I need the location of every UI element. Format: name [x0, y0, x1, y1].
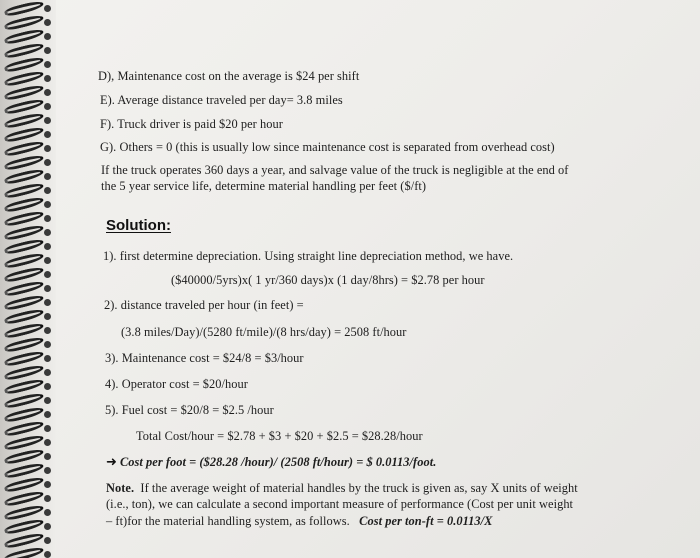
binding-hole: [44, 397, 51, 404]
cost-per-ton-ft: Cost per ton-ft = 0.0113/X: [359, 514, 493, 528]
binding-hole: [44, 439, 51, 446]
binding-hole: [44, 341, 51, 348]
given-d: D), Maintenance cost on the average is $24 per shift: [98, 69, 360, 83]
question-line-2: the 5 year service life, determine material handling per feet ($/ft): [101, 179, 427, 193]
note-text-1: If the average weight of material handles by the truck is given as, say X units of weight: [140, 481, 578, 495]
binding-hole: [44, 369, 51, 376]
binding-hole: [44, 5, 51, 12]
step-5: 5). Fuel cost = $20/8 = $2.5 /hour: [105, 403, 274, 417]
binding-hole: [44, 201, 51, 208]
binding-hole: [44, 271, 51, 278]
binding-hole: [44, 551, 51, 558]
binding-hole: [44, 75, 51, 82]
step-3: 3). Maintenance cost = $24/8 = $3/hour: [105, 351, 304, 365]
binding-hole: [44, 131, 51, 138]
binding-hole: [44, 383, 51, 390]
binding-hole: [44, 19, 51, 26]
note-line-2: (i.e., ton), we can calculate a second important measure of performance (Cost per unit weight: [106, 497, 574, 511]
binding-hole: [44, 159, 51, 166]
binding-hole: [44, 33, 51, 40]
binding-hole: [44, 173, 51, 180]
note-label: Note.: [106, 481, 135, 495]
binding-hole: [44, 299, 51, 306]
solution-heading: Solution:: [106, 217, 171, 234]
binding-hole: [44, 411, 51, 418]
binding-hole: [44, 523, 51, 530]
step-4: 4). Operator cost = $20/hour: [105, 377, 248, 391]
binding-hole: [44, 61, 51, 68]
given-e: E). Average distance traveled per day= 3.8 miles: [100, 93, 343, 107]
binding-hole: [44, 481, 51, 488]
step-1-calc: ($40000/5yrs)x( 1 yr/360 days)x (1 day/8hrs) = $2.78 per hour: [171, 273, 485, 287]
step-2: 2). distance traveled per hour (in feet) =: [104, 298, 304, 312]
binding-hole: [44, 313, 51, 320]
spiral-binding: [0, 0, 56, 558]
binding-hole: [44, 285, 51, 292]
binding-hole: [44, 47, 51, 54]
binding-hole: [44, 187, 51, 194]
cost-per-foot-row: [106, 455, 436, 470]
binding-hole: [44, 117, 51, 124]
binding-hole: [44, 355, 51, 362]
binding-hole: [44, 509, 51, 516]
given-f: F). Truck driver is paid $20 per hour: [100, 117, 283, 131]
binding-hole: [44, 495, 51, 502]
binding-hole: [44, 103, 51, 110]
binding-hole: [44, 243, 51, 250]
binding-hole: [44, 257, 51, 264]
step-1: 1). first determine depreciation. Using straight line depreciation method, we have.: [103, 249, 514, 263]
binding-hole: [44, 215, 51, 222]
question-line-1: If the truck operates 360 days a year, and salvage value of the truck is negligible at the end of: [101, 163, 569, 177]
note-line-3: [106, 514, 493, 529]
binding-hole: [44, 467, 51, 474]
cost-per-foot: Cost per foot = ($28.28 /hour)/ (2508 ft/hour) = $ 0.0113/foot.: [119, 455, 437, 469]
binding-hole: [44, 327, 51, 334]
binding-hole: [44, 537, 51, 544]
binding-hole: [44, 425, 51, 432]
binding-hole: [44, 229, 51, 236]
binding-hole: [44, 453, 51, 460]
note-text-3: – ft)for the material handling system, as follows.: [106, 514, 350, 528]
given-g: G). Others = 0 (this is usually low since maintenance cost is separated from overhead cost): [100, 140, 555, 154]
total-cost: Total Cost/hour = $2.78 + $3 + $20 + $2.5 = $28.28/hour: [136, 429, 423, 443]
note-line-1: [106, 481, 578, 496]
step-2-calc: (3.8 miles/Day)/(5280 ft/mile)/(8 hrs/day) = 2508 ft/hour: [121, 325, 407, 339]
binding-hole: [44, 89, 51, 96]
binding-hole: [44, 145, 51, 152]
arrow-right-icon: ➜: [106, 455, 117, 470]
